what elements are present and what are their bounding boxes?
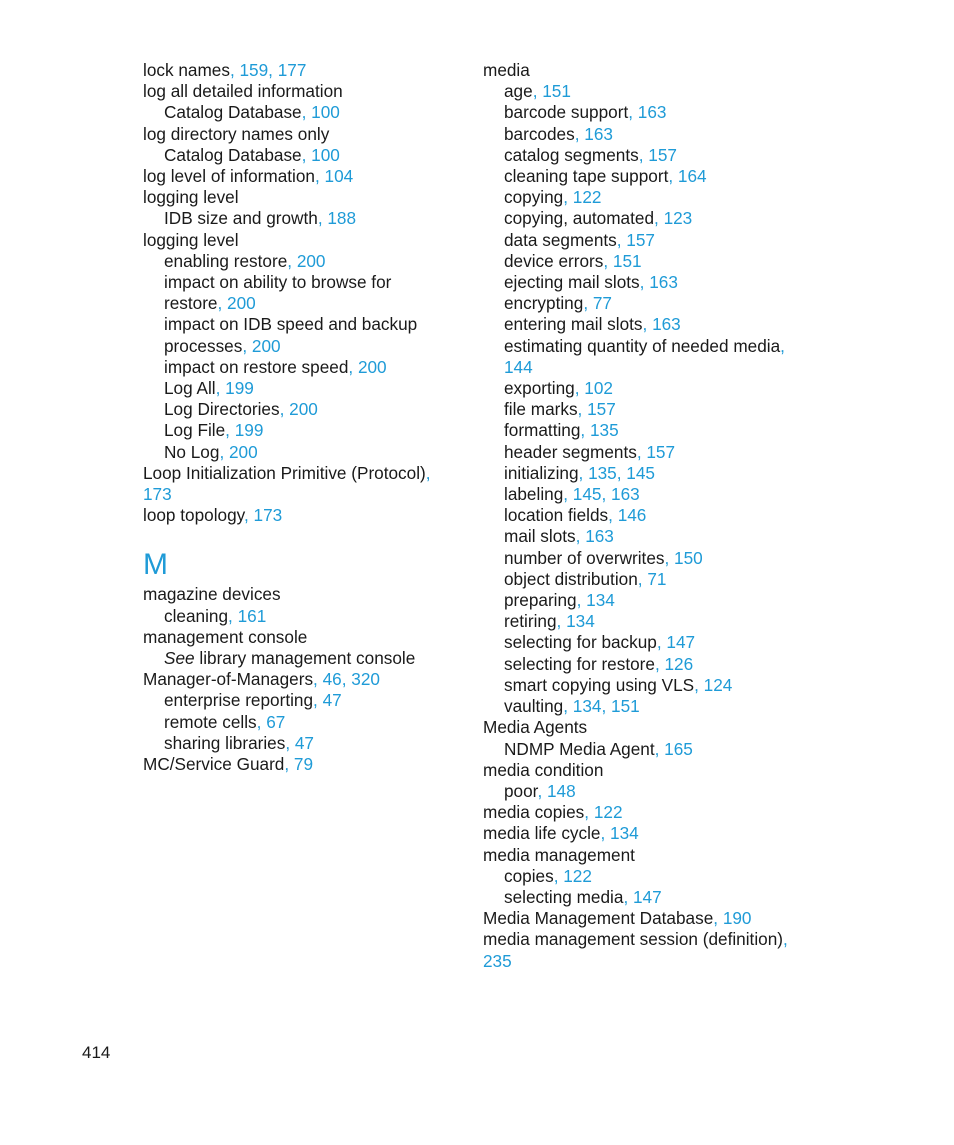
index-term: processes: [164, 335, 243, 356]
index-term: media copies: [483, 802, 585, 823]
page-reference-link[interactable]: , 163: [628, 102, 667, 123]
page-reference-link[interactable]: , 134: [600, 823, 639, 844]
index-term: poor: [504, 780, 538, 801]
index-term: number of overwrites: [504, 547, 665, 568]
index-entry: [483, 124, 813, 145]
page-reference-link[interactable]: , 134: [576, 590, 615, 611]
index-term: Media Agents: [483, 717, 588, 738]
index-term: Log Directories: [164, 399, 280, 420]
index-term: object distribution: [504, 568, 638, 589]
index-term: copying: [504, 187, 564, 208]
index-term: NDMP Media Agent: [504, 738, 655, 759]
page-reference-link[interactable]: , 102: [574, 378, 613, 399]
page-reference-link[interactable]: , 157: [638, 144, 677, 165]
index-term: retiring: [504, 611, 557, 632]
index-entry: [483, 845, 813, 866]
index-term: initializing: [504, 462, 579, 483]
page-reference-link[interactable]: , 134, 151: [563, 696, 640, 717]
index-entry: [143, 251, 463, 272]
index-entry: [143, 81, 463, 102]
index-term: age: [504, 81, 533, 102]
index-term: restore: [164, 293, 218, 314]
page-reference-link[interactable]: , 159, 177: [229, 60, 307, 80]
index-term: remote cells: [164, 711, 257, 732]
index-term: MC/Service Guard: [143, 754, 285, 775]
index-entry: [143, 145, 463, 166]
index-term: logging level: [143, 229, 239, 250]
index-entry: [483, 336, 813, 357]
page-reference-link[interactable]: , 122: [553, 865, 592, 886]
index-entry: [483, 866, 813, 887]
index-entry: [143, 712, 463, 733]
index-term: file marks: [504, 399, 578, 420]
index-term: Loop Initialization Primitive (Protocol): [143, 462, 426, 483]
index-term: media life cycle: [483, 823, 601, 844]
page-reference-link[interactable]: ,: [780, 335, 785, 356]
index-term: labeling: [504, 484, 564, 505]
index-term: encrypting: [504, 293, 584, 314]
index-term: formatting: [504, 420, 581, 441]
page-reference-link[interactable]: , 47: [313, 690, 342, 711]
index-entry: [483, 696, 813, 717]
index-term: vaulting: [504, 696, 564, 717]
page-reference-link[interactable]: 144: [504, 356, 533, 377]
index-column-left: [143, 60, 463, 775]
index-term: Catalog Database: [164, 144, 302, 165]
index-entry: [143, 230, 463, 251]
index-term: header segments: [504, 441, 637, 462]
page-reference-link[interactable]: , 134: [556, 611, 595, 632]
page-reference-link[interactable]: , 157: [577, 399, 616, 420]
index-entry: [483, 81, 813, 102]
page-reference-link[interactable]: , 122: [563, 187, 602, 208]
index-term: Catalog Database: [164, 102, 302, 123]
index-entry: [483, 166, 813, 187]
page-reference-link[interactable]: , 147: [623, 886, 662, 907]
index-term: Manager-of-Managers: [143, 669, 314, 690]
index-entry: [483, 145, 813, 166]
index-term: barcodes: [504, 123, 575, 144]
section-letter-m: M: [143, 548, 168, 582]
index-entry: [483, 739, 813, 760]
index-entry: [483, 569, 813, 590]
index-term: impact on ability to browse for: [164, 272, 392, 293]
index-term: log directory names only: [143, 123, 330, 144]
index-term: loop topology: [143, 505, 244, 526]
index-entry: [483, 293, 813, 314]
index-entry: [143, 272, 463, 293]
index-entry: [143, 124, 463, 145]
page-reference-link[interactable]: ,: [782, 929, 788, 950]
page-reference-link[interactable]: 173: [143, 484, 172, 505]
index-term: estimating quantity of needed media: [504, 335, 781, 356]
index-term: selecting media: [504, 886, 624, 907]
index-term: copying, automated: [504, 208, 655, 229]
index-entry: [483, 60, 813, 81]
index-term: impact on IDB speed and backup: [164, 314, 418, 335]
index-entry: [483, 505, 813, 526]
page-reference-link[interactable]: , 150: [664, 547, 703, 568]
index-term: IDB size and growth: [164, 208, 318, 229]
index-entry: [143, 733, 463, 754]
index-entry: [483, 463, 813, 484]
index-term: library management console: [194, 648, 416, 669]
index-term: Log File: [164, 420, 226, 441]
page-reference-link[interactable]: ,: [425, 462, 431, 483]
index-entry: [143, 208, 463, 229]
page-reference-link[interactable]: , 124: [694, 674, 733, 695]
page-reference-link[interactable]: , 199: [225, 420, 264, 441]
index-entry: [483, 314, 813, 335]
index-entry: [143, 166, 463, 187]
index-entry: [483, 272, 813, 293]
page-reference-link[interactable]: , 100: [301, 102, 340, 123]
page-reference-link[interactable]: , 200: [279, 399, 318, 420]
index-term: preparing: [504, 590, 577, 611]
page-reference-link[interactable]: , 151: [603, 250, 642, 271]
index-entry: [143, 378, 463, 399]
page-reference-link[interactable]: , 157: [636, 441, 676, 462]
index-term: log all detailed information: [143, 81, 343, 102]
index-term: catalog segments: [504, 144, 639, 165]
index-list-m: [143, 584, 463, 775]
page-reference-link[interactable]: , 47: [285, 732, 314, 753]
index-entry: [483, 187, 813, 208]
index-term: Media Management Database: [483, 908, 714, 929]
page-reference-link[interactable]: 235: [483, 950, 512, 971]
index-term: enabling restore: [164, 250, 288, 271]
see-reference: See: [164, 648, 195, 669]
page-reference-link[interactable]: , 161: [228, 605, 267, 626]
index-entry: [483, 654, 813, 675]
index-entry: [483, 675, 813, 696]
page-reference-link[interactable]: , 157: [616, 229, 655, 250]
index-entry: [143, 293, 463, 314]
page-reference-link[interactable]: , 200: [219, 441, 258, 462]
index-entry: [143, 420, 463, 441]
index-entry: [483, 208, 813, 229]
index-entry: [483, 632, 813, 653]
page-reference-link[interactable]: , 77: [583, 293, 612, 314]
page-reference-link[interactable]: , 200: [217, 293, 256, 314]
index-entry: [483, 251, 813, 272]
page-reference-link[interactable]: , 200: [287, 250, 326, 271]
page-reference-link[interactable]: , 163: [574, 123, 613, 144]
index-term: sharing libraries: [164, 732, 286, 753]
page-reference-link[interactable]: , 146: [608, 505, 647, 526]
index-entry: [483, 548, 813, 569]
index-term: entering mail slots: [504, 314, 643, 335]
page-reference-link[interactable]: , 135, 145: [578, 462, 655, 483]
index-term: Log All: [164, 378, 216, 399]
page-reference-link[interactable]: , 122: [584, 802, 623, 823]
page-reference-link[interactable]: , 71: [637, 568, 667, 589]
index-entry: [483, 908, 813, 929]
index-entry: [143, 669, 463, 690]
index-column-right: [483, 60, 813, 972]
index-entry: [483, 230, 813, 251]
index-entry: [143, 606, 463, 627]
index-entry: [143, 584, 463, 605]
page-reference-link[interactable]: , 151: [532, 81, 571, 102]
index-entry: [143, 648, 463, 669]
index-entry: [483, 526, 813, 547]
index-term: cleaning: [164, 605, 229, 626]
index-entry: [483, 484, 813, 505]
index-term: barcode support: [504, 102, 629, 123]
index-entry: [143, 60, 463, 81]
page-reference-link[interactable]: , 79: [284, 754, 314, 775]
index-term: media management: [483, 844, 635, 865]
index-term: log level of information: [143, 166, 315, 187]
index-entry: [483, 802, 813, 823]
index-term: selecting for backup: [504, 632, 657, 653]
index-entry: [143, 484, 463, 505]
index-entry: [143, 187, 463, 208]
index-term: smart copying using VLS: [504, 674, 695, 695]
page-reference-link[interactable]: , 100: [301, 144, 340, 165]
index-entry: [143, 336, 463, 357]
page-reference-link[interactable]: , 188: [317, 208, 357, 229]
index-term: media condition: [483, 759, 604, 780]
index-term: data segments: [504, 229, 617, 250]
index-term: mail slots: [504, 526, 576, 547]
index-entry: [483, 760, 813, 781]
page-reference-link[interactable]: , 163: [575, 526, 614, 547]
index-entry: [483, 378, 813, 399]
page-reference-link[interactable]: , 148: [537, 780, 576, 801]
index-term: enterprise reporting: [164, 690, 314, 711]
page-reference-link[interactable]: , 145, 163: [563, 484, 640, 505]
page-reference-link[interactable]: , 46, 320: [313, 669, 380, 690]
index-entry: [483, 442, 813, 463]
index-term: selecting for restore: [504, 653, 655, 674]
index-term: media management session (definition): [483, 929, 783, 950]
page-reference-link[interactable]: , 200: [348, 356, 387, 377]
index-entry: [143, 505, 463, 526]
index-entry: [483, 951, 813, 972]
index-term: copies: [504, 865, 554, 886]
index-term: location fields: [504, 505, 609, 526]
page-reference-link[interactable]: , 164: [668, 166, 707, 187]
index-term: management console: [143, 626, 308, 647]
index-entry: [483, 887, 813, 908]
index-entry: [483, 611, 813, 632]
index-term: logging level: [143, 187, 239, 208]
index-entry: [483, 357, 813, 378]
page-reference-link[interactable]: , 163: [642, 314, 681, 335]
index-list-media: [483, 60, 813, 972]
page-number: 414: [82, 1043, 111, 1062]
index-term: lock names: [143, 60, 230, 80]
index-entry: [143, 442, 463, 463]
page-reference-link[interactable]: , 199: [215, 378, 254, 399]
page-reference-link[interactable]: , 126: [654, 653, 694, 674]
index-entry: [143, 690, 463, 711]
index-entry: [483, 102, 813, 123]
index-entry: [483, 929, 813, 950]
index-term: cleaning tape support: [504, 166, 669, 187]
index-entry: [483, 823, 813, 844]
page-reference-link[interactable]: , 147: [656, 632, 696, 653]
index-entry: [143, 314, 463, 335]
index-entry: [483, 781, 813, 802]
index-entry: [143, 357, 463, 378]
index-term: media: [483, 60, 530, 80]
index-entry: [483, 420, 813, 441]
index-list-l: [143, 60, 463, 526]
page-reference-link[interactable]: , 135: [580, 420, 619, 441]
page-reference-link[interactable]: , 173: [243, 505, 283, 526]
page-reference-link[interactable]: , 165: [654, 738, 693, 759]
index-entry: [483, 590, 813, 611]
page-reference-link[interactable]: , 190: [713, 908, 752, 929]
page-reference-link[interactable]: , 163: [639, 272, 678, 293]
index-entry: [143, 754, 463, 775]
index-entry: [143, 627, 463, 648]
index-entry: [143, 399, 463, 420]
page-reference-link[interactable]: , 200: [242, 335, 281, 356]
page-reference-link[interactable]: , 123: [654, 208, 693, 229]
index-term: No Log: [164, 441, 220, 462]
index-term: device errors: [504, 250, 604, 271]
index-term: ejecting mail slots: [504, 272, 640, 293]
index-term: impact on restore speed: [164, 356, 349, 377]
page-reference-link[interactable]: , 104: [314, 166, 354, 187]
index-term: exporting: [504, 378, 575, 399]
index-term: magazine devices: [143, 584, 281, 605]
page-reference-link[interactable]: , 67: [256, 711, 286, 732]
index-entry: [483, 399, 813, 420]
index-entry: [143, 463, 463, 484]
index-entry: [143, 102, 463, 123]
index-entry: [483, 717, 813, 738]
